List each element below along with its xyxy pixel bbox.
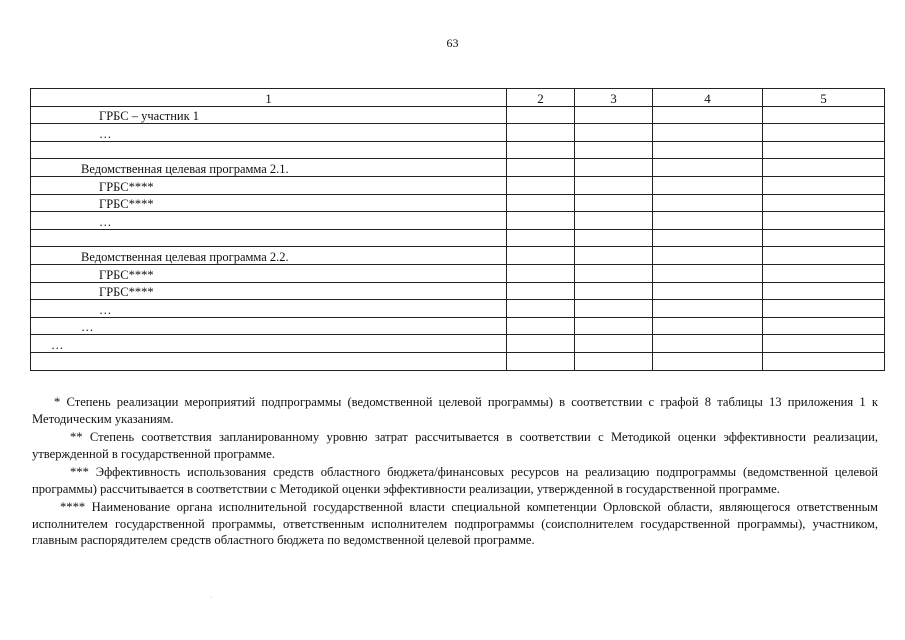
- table-row: [31, 141, 885, 159]
- empty-cell: [763, 282, 885, 300]
- row-label-cell: ГРБС****: [31, 264, 507, 282]
- row-label-cell: ГРБС – участник 1: [31, 106, 507, 124]
- empty-cell: [653, 212, 763, 230]
- empty-cell: [653, 335, 763, 353]
- report-table: [30, 88, 885, 371]
- empty-cell: [507, 124, 575, 142]
- empty-cell: [653, 282, 763, 300]
- empty-cell: [507, 300, 575, 318]
- row-label-cell: …: [31, 317, 507, 335]
- empty-cell: [763, 229, 885, 247]
- row-label-cell: …: [31, 124, 507, 142]
- empty-cell: [763, 194, 885, 212]
- table-row: [31, 264, 885, 282]
- table-row: [31, 159, 885, 177]
- table-header-row: [31, 89, 885, 107]
- empty-cell: [507, 194, 575, 212]
- empty-cell: [575, 124, 653, 142]
- empty-cell: [507, 159, 575, 177]
- header-col-5: 5: [763, 89, 885, 107]
- empty-cell: [575, 229, 653, 247]
- empty-cell: [763, 176, 885, 194]
- empty-cell: [575, 212, 653, 230]
- footnote-4: **** Наименование органа исполнительной государственной власти специальной компетенции Орловской области, являющегося ответственным исполнителем государственной программы, ответственным исполнителем подпрограммы (соисполнителем государственной программы), участником, главным распорядителем средств областного бюджета по ведомственной целевой программе.: [32, 500, 878, 547]
- empty-cell: [507, 141, 575, 159]
- empty-cell: [507, 212, 575, 230]
- empty-cell: [763, 247, 885, 265]
- empty-cell: [507, 247, 575, 265]
- table-row: [31, 124, 885, 142]
- empty-cell: [507, 176, 575, 194]
- header-col-4: 4: [653, 89, 763, 107]
- row-label-cell: [31, 141, 507, 159]
- empty-cell: [653, 176, 763, 194]
- empty-cell: [763, 106, 885, 124]
- empty-cell: [575, 247, 653, 265]
- row-label-cell: ГРБС****: [31, 194, 507, 212]
- empty-cell: [575, 264, 653, 282]
- table-row: [31, 300, 885, 318]
- empty-cell: [763, 335, 885, 353]
- footnotes: [32, 394, 878, 551]
- row-label-cell: …: [31, 335, 507, 353]
- empty-cell: [653, 229, 763, 247]
- row-label-cell: Ведомственная целевая программа 2.1.: [31, 159, 507, 177]
- empty-cell: [575, 282, 653, 300]
- header-col-3: 3: [575, 89, 653, 107]
- empty-cell: [575, 159, 653, 177]
- page-number: 63: [446, 36, 459, 50]
- empty-cell: [653, 159, 763, 177]
- row-label-cell: Ведомственная целевая программа 2.2.: [31, 247, 507, 265]
- empty-cell: [507, 282, 575, 300]
- empty-cell: [507, 317, 575, 335]
- empty-cell: [763, 212, 885, 230]
- empty-cell: [575, 335, 653, 353]
- row-label-cell: ГРБС****: [31, 176, 507, 194]
- table-row: [31, 247, 885, 265]
- empty-cell: [507, 229, 575, 247]
- table-row: [31, 352, 885, 370]
- row-label-cell: [31, 352, 507, 370]
- empty-cell: [653, 317, 763, 335]
- footnote-1: * Степень реализации мероприятий подпрограммы (ведомственной целевой программы) в соответствии с графой 8 таблицы 13 приложения 1 к Методическим указаниям.: [32, 395, 878, 426]
- empty-cell: [575, 106, 653, 124]
- header-col-1: 1: [31, 89, 507, 107]
- empty-cell: [507, 335, 575, 353]
- table-row: [31, 106, 885, 124]
- empty-cell: [653, 141, 763, 159]
- footnote-2: ** Степень соответствия запланированному уровню затрат рассчитывается в соответствии с Методикой оценки эффективности реализации, утвержденной в государственной программе.: [32, 430, 878, 461]
- row-label-cell: …: [31, 300, 507, 318]
- empty-cell: [763, 141, 885, 159]
- empty-cell: [763, 264, 885, 282]
- empty-cell: [763, 317, 885, 335]
- scan-speck: ·: [210, 595, 212, 601]
- row-label-cell: ГРБС****: [31, 282, 507, 300]
- empty-cell: [575, 352, 653, 370]
- empty-cell: [653, 124, 763, 142]
- table-row: [31, 317, 885, 335]
- empty-cell: [575, 176, 653, 194]
- table-row: [31, 194, 885, 212]
- empty-cell: [653, 352, 763, 370]
- empty-cell: [763, 124, 885, 142]
- table-row: [31, 176, 885, 194]
- empty-cell: [653, 194, 763, 212]
- table-row: [31, 229, 885, 247]
- row-label-cell: …: [31, 212, 507, 230]
- header-col-2: 2: [507, 89, 575, 107]
- empty-cell: [653, 247, 763, 265]
- empty-cell: [575, 317, 653, 335]
- empty-cell: [507, 264, 575, 282]
- empty-cell: [653, 106, 763, 124]
- table-row: [31, 212, 885, 230]
- empty-cell: [653, 264, 763, 282]
- footnote-3: *** Эффективность использования средств областного бюджета/финансовых ресурсов на реализацию подпрограммы (ведомственной целевой программы) рассчитывается в соответствии с Методикой оценки эффективности реализации, утвержденной в государственной программе.: [32, 465, 878, 496]
- empty-cell: [575, 194, 653, 212]
- empty-cell: [653, 300, 763, 318]
- empty-cell: [507, 106, 575, 124]
- empty-cell: [507, 352, 575, 370]
- empty-cell: [763, 352, 885, 370]
- table-row: [31, 282, 885, 300]
- row-label-cell: [31, 229, 507, 247]
- empty-cell: [763, 159, 885, 177]
- empty-cell: [763, 300, 885, 318]
- empty-cell: [575, 141, 653, 159]
- table-row: [31, 335, 885, 353]
- empty-cell: [575, 300, 653, 318]
